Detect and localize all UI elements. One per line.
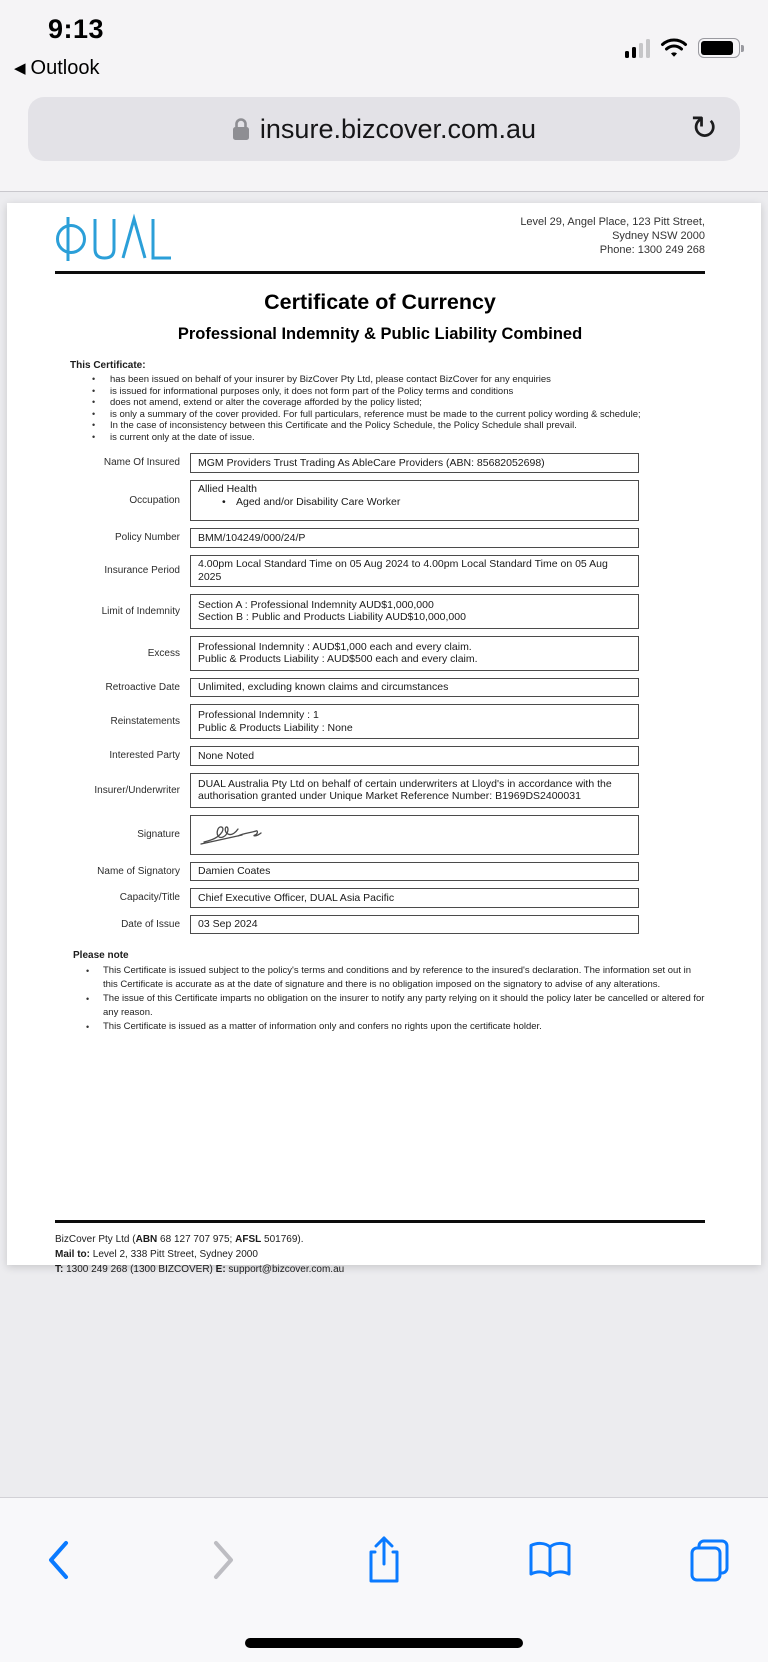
field-occupation: Occupation Allied Health • Aged and/or Disability Care Worker <box>55 480 705 522</box>
field-interested-party: Interested Party None Noted <box>55 746 705 766</box>
header-divider <box>55 271 705 274</box>
field-insurer-underwriter: Insurer/Underwriter DUAL Australia Pty Ltd on behalf of certain underwriters at Lloyd's in accordance with the authorisation granted under Unique Market Reference Number: B1969DS2400031 <box>55 773 705 808</box>
list-item: • has been issued on behalf of your insurer by BizCover Pty Ltd, please contact BizCover for any enquiries <box>70 374 705 386</box>
certificate-fields <box>55 453 705 934</box>
field-limit-of-indemnity: Limit of Indemnity Section A : Professional Indemnity AUD$1,000,000 Section B : Public and Products Liability AUD$10,000,000 <box>55 594 705 629</box>
status-time: 9:13 <box>48 14 105 44</box>
forward-icon[interactable] <box>194 1530 254 1590</box>
signature-image <box>198 820 290 850</box>
footer-line-2: Mail to: Level 2, 338 Pitt Street, Sydney 2000 <box>55 1249 258 1260</box>
field-policy-number: Policy Number BMM/104249/000/24/P <box>55 528 705 548</box>
home-indicator[interactable] <box>245 1638 523 1648</box>
field-reinstatements: Reinstatements Professional Indemnity : 1 Public & Products Liability : None <box>55 704 705 739</box>
safari-bottom-toolbar <box>0 1497 768 1662</box>
footer-line-3: T: 1300 249 268 (1300 BIZCOVER) E: support@bizcover.com.au <box>55 1264 345 1275</box>
address-bar[interactable] <box>28 97 740 161</box>
list-item: • is issued for informational purposes only, it does not form part of the Policy terms and conditions <box>70 386 705 398</box>
list-item: • is only a summary of the cover provided. For full particulars, reference must be made to the current policy wording & schedule; <box>70 409 705 421</box>
footer-line-1: BizCover Pty Ltd (ABN 68 127 707 975; AFSL 501769). <box>55 1234 304 1245</box>
this-certificate-heading: This Certificate: <box>70 360 146 371</box>
field-insurance-period: Insurance Period 4.00pm Local Standard Time on 05 Aug 2024 to 4.00pm Local Standard Time on 05 Aug 2025 <box>55 555 705 587</box>
list-item: • This Certificate is issued subject to the policy's terms and conditions and by reference to the insured's declaration. The information set out in this Certificate is accurate as at the date of signature and there is no obligation imposed on the signatory to advise of any alterations. <box>70 964 705 992</box>
pdf-certificate-page <box>7 203 761 1275</box>
field-name-of-signatory: Name of Signatory Damien Coates <box>55 862 705 882</box>
document-footer <box>55 1232 705 1277</box>
please-note-list <box>70 964 705 1034</box>
url-text: insure.bizcover.com.au <box>259 113 537 144</box>
dual-logo <box>55 213 175 263</box>
wifi-icon <box>661 38 687 58</box>
field-capacity-title: Capacity/Title Chief Executive Officer, DUAL Asia Pacific <box>55 888 705 908</box>
back-to-app-button[interactable] <box>14 57 99 80</box>
battery-icon <box>698 38 740 58</box>
document-header <box>55 203 705 263</box>
share-icon[interactable] <box>354 1530 414 1590</box>
refresh-icon[interactable]: ↻ <box>690 107 718 147</box>
field-retroactive-date: Retroactive Date Unlimited, excluding known claims and circumstances <box>55 678 705 698</box>
status-icons <box>625 34 741 58</box>
list-item: • is current only at the date of issue. <box>70 432 705 444</box>
padlock-icon <box>232 117 250 141</box>
certificate-subtitle: Professional Indemnity & Public Liability Combined <box>177 325 583 343</box>
back-triangle-icon: ◀ <box>14 60 26 77</box>
cellular-signal-icon <box>625 38 651 58</box>
this-certificate-list <box>70 374 705 443</box>
bookmarks-icon[interactable] <box>520 1530 580 1590</box>
insurer-address: Level 29, Angel Place, 123 Pitt Street, Sydney NSW 2000 Phone: 1300 249 268 <box>520 216 705 256</box>
list-item: • This Certificate is issued as a matter of information only and confers no rights upon the certificate holder. <box>70 1020 705 1034</box>
footer-divider <box>55 1220 705 1223</box>
list-item: • In the case of inconsistency between this Certificate and the Policy Schedule, the Policy Schedule shall prevail. <box>70 420 705 432</box>
field-name-of-insured: Name Of Insured MGM Providers Trust Trading As AbleCare Providers (ABN: 85682052698) <box>55 453 705 473</box>
field-excess: Excess Professional Indemnity : AUD$1,000 each and every claim. Public & Products Liability : AUD$500 each and every claim. <box>55 636 705 671</box>
back-icon[interactable] <box>28 1530 88 1590</box>
back-app-label: Outlook <box>30 57 100 79</box>
safari-top-chrome <box>0 0 768 192</box>
tabs-icon[interactable] <box>680 1530 740 1590</box>
field-signature: Signature <box>55 815 705 855</box>
list-item: • The issue of this Certificate imparts no obligation on the insurer to notify any party relying on it should the policy later be cancelled or altered for any reason. <box>70 992 705 1020</box>
certificate-title: Certificate of Currency <box>264 290 496 314</box>
field-date-of-issue: Date of Issue 03 Sep 2024 <box>55 915 705 935</box>
please-note-heading: Please note <box>73 950 129 961</box>
list-item: • does not amend, extend or alter the coverage afforded by the policy listed; <box>70 397 705 409</box>
